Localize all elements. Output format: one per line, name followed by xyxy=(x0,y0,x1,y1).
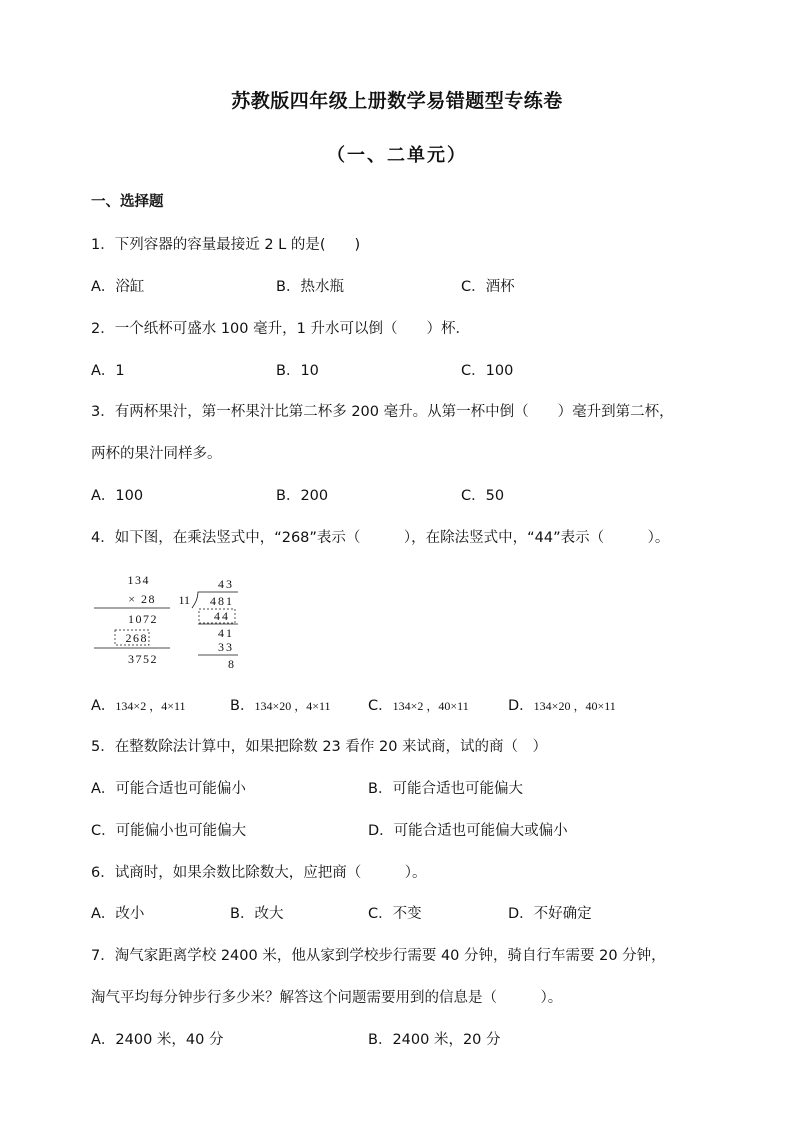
page-subtitle: （一、二单元） xyxy=(327,145,467,166)
q4-option-b-letter: B． xyxy=(230,698,255,714)
q4-option-c-letter: C． xyxy=(368,698,393,714)
q4-option-c[interactable] xyxy=(368,694,469,715)
question-6-stem: 6．试商时，如果余数比除数大，应把商（ ）。 xyxy=(91,865,427,881)
q4-option-b-text: 134×20 ，4×11 xyxy=(254,699,331,713)
q5-option-b[interactable]: B．可能合适也可能偏大 xyxy=(368,781,523,797)
q6-option-c[interactable]: C．不变 xyxy=(368,906,422,922)
q5-option-c[interactable]: C．可能偏小也可能偏大 xyxy=(91,823,247,839)
q4-option-c-text: 134×2 ，40×11 xyxy=(392,699,469,713)
q4-option-a[interactable] xyxy=(91,694,186,715)
q7-option-a[interactable]: A．2400 米，40 分 xyxy=(91,1032,224,1048)
q1-option-b[interactable]: B．热水瓶 xyxy=(276,279,344,295)
mult-partial-1: 1072 xyxy=(128,612,158,626)
q5-option-a[interactable]: A．可能合适也可能偏小 xyxy=(91,781,246,797)
q1-option-a[interactable]: A．浴缸 xyxy=(91,279,145,295)
mult-multiplier: × 28 xyxy=(128,592,156,606)
question-4-stem: 4．如下图，在乘法竖式中，“268”表示（ ），在除法竖式中，“44”表示（ ）。 xyxy=(91,530,670,546)
question-3-stem-line1: 3．有两杯果汁，第一杯果汁比第二杯多 200 毫升。从第一杯中倒（ ）毫升到第二杯， xyxy=(91,404,674,420)
page-title: 苏教版四年级上册数学易错题型专练卷 xyxy=(231,90,563,112)
q2-option-c[interactable]: C．100 xyxy=(461,363,514,379)
q4-option-b[interactable] xyxy=(230,694,331,715)
q6-option-a[interactable]: A．改小 xyxy=(91,906,145,922)
question-7-stem-line1: 7．淘气家距离学校 2400 米，他从家到学校步行需要 40 分钟，骑自行车需要 20 分钟， xyxy=(91,948,666,964)
q4-option-a-letter: A． xyxy=(91,698,116,714)
q5-option-d[interactable]: D．可能合适也可能偏大或偏小 xyxy=(368,823,568,839)
div-remainder-1: 41 xyxy=(218,626,234,640)
q3-option-b[interactable]: B．200 xyxy=(276,488,329,504)
q4-option-d-text: 134×20 ，40×11 xyxy=(533,699,616,713)
vertical-calculation-figure xyxy=(90,572,250,672)
q3-option-a[interactable]: A．100 xyxy=(91,488,144,504)
q6-option-b[interactable]: B．改大 xyxy=(230,906,284,922)
div-divisor: 11 xyxy=(178,593,190,607)
div-step-1: 44 xyxy=(214,609,230,623)
q7-option-b[interactable]: B．2400 米，20 分 xyxy=(368,1032,501,1048)
mult-multiplicand: 134 xyxy=(127,573,150,587)
q1-option-c[interactable]: C．酒杯 xyxy=(461,279,515,295)
question-2-stem: 2．一个纸杯可盛水 100 毫升，1 升水可以倒（ ）杯． xyxy=(91,321,470,337)
q4-option-d-letter: D． xyxy=(508,698,534,714)
mult-partial-2: 268 xyxy=(125,631,148,645)
q2-option-b[interactable]: B．10 xyxy=(276,363,319,379)
div-step-2: 33 xyxy=(218,640,234,654)
section-heading: 一、选择题 xyxy=(91,194,164,210)
q4-option-d[interactable] xyxy=(508,694,616,715)
q4-option-a-text: 134×2 ，4×11 xyxy=(115,699,186,713)
div-dividend: 481 xyxy=(210,594,234,608)
div-quotient: 43 xyxy=(218,577,234,591)
div-remainder: 8 xyxy=(228,657,234,671)
question-3-stem-line2: 两杯的果汁同样多。 xyxy=(91,446,222,462)
mult-product: 3752 xyxy=(128,652,158,666)
q6-option-d[interactable]: D．不好确定 xyxy=(508,906,592,922)
question-7-stem-line2: 淘气平均每分钟步行多少米？解答这个问题需要用到的信息是（ ）。 xyxy=(91,990,563,1006)
question-1-stem: 1．下列容器的容量最接近 2 L 的是( ) xyxy=(91,237,361,253)
q3-option-c[interactable]: C．50 xyxy=(461,488,505,504)
q2-option-a[interactable]: A．1 xyxy=(91,363,125,379)
question-5-stem: 5．在整数除法计算中，如果把除数 23 看作 20 来试商，试的商（ ） xyxy=(91,739,548,755)
